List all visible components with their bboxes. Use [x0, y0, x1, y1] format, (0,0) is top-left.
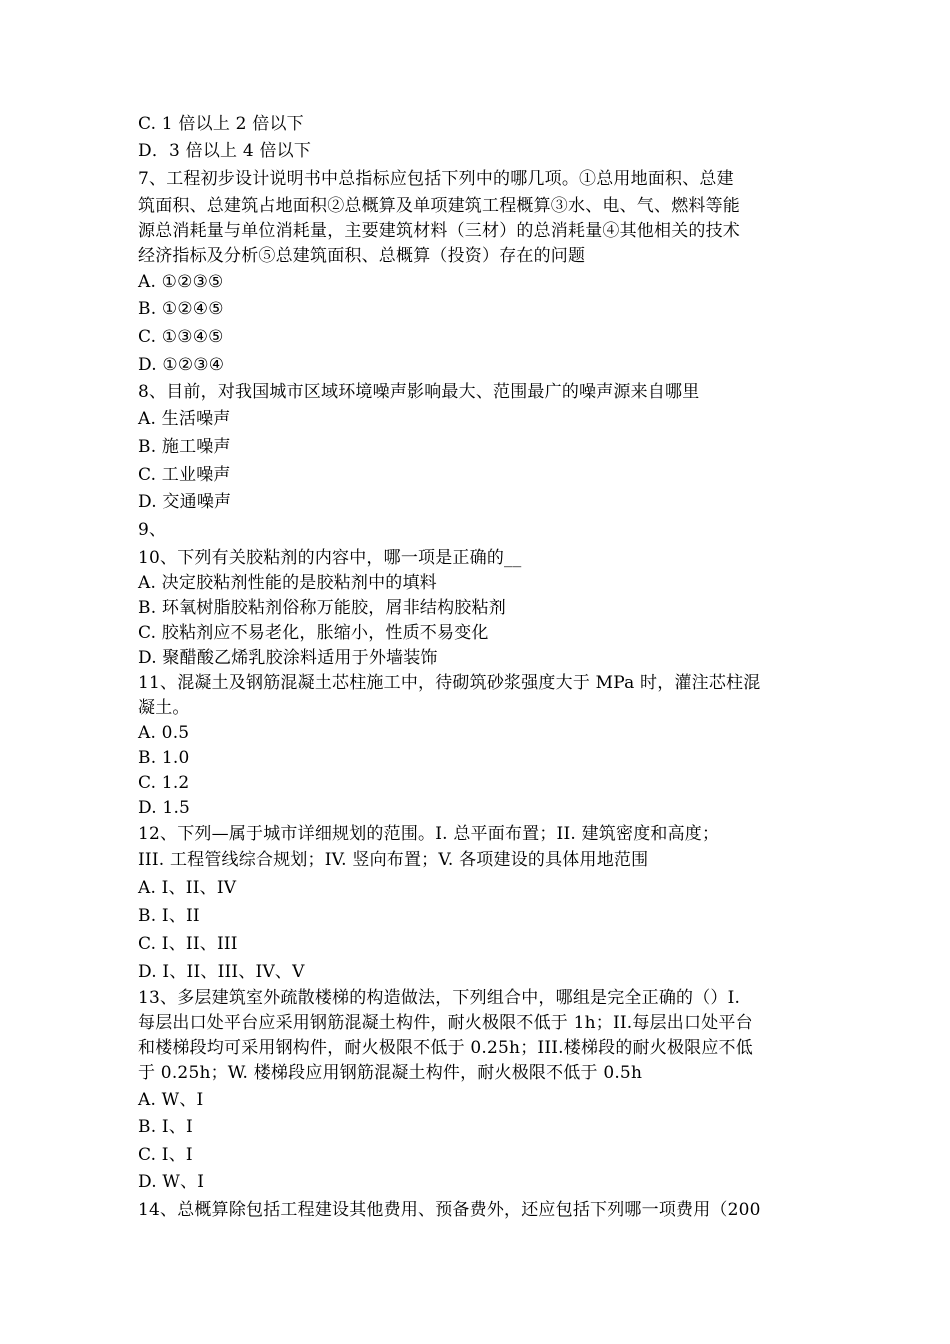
question-13-option-c: C. Ⅰ、Ⅰ	[138, 1145, 193, 1165]
question-12-option-d: D. I、II、III、IV、V	[138, 962, 305, 982]
question-7-option-b: B. ①②④⑤	[138, 299, 224, 319]
question-11-option-c: C. 1.2	[138, 773, 190, 793]
question-7-line-3: 源总消耗量与单位消耗量，主要建筑材料（三材）的总消耗量④其他相关的技术	[138, 221, 740, 241]
question-13-line-1: 13、多层建筑室外疏散楼梯的构造做法，下列组合中，哪组是完全正确的（）Ⅰ.	[138, 988, 741, 1008]
question-13-line-4: 于 0.25h；W. 楼梯段应用钢筋混凝土构件，耐火极限不低于 0.5h	[138, 1063, 643, 1083]
question-12-option-a: A. I、II、IV	[138, 878, 237, 898]
question-7-option-d: D. ①②③④	[138, 355, 225, 375]
question-7-option-c: C. ①③④⑤	[138, 327, 224, 347]
question-12-line-2: III. 工程管线综合规划；IV. 竖向布置；V. 各项建设的具体用地范围	[138, 850, 649, 870]
question-12-option-b: B. I、II	[138, 906, 200, 926]
question-7-option-a: A. ①②③⑤	[138, 272, 224, 292]
question-7-line-1: 7、工程初步设计说明书中总指标应包括下列中的哪几项。①总用地面积、总建	[138, 169, 734, 189]
question-7-line-2: 筑面积、总建筑占地面积②总概算及单项建筑工程概算③水、电、气、燃料等能	[138, 196, 740, 216]
question-11-line-1: 11、混凝土及钢筋混凝土芯柱施工中，待砌筑砂浆强度大于 MPa 时，灌注芯柱混	[138, 673, 761, 693]
question-8-option-b: B. 施工噪声	[138, 437, 231, 457]
question-14-line-1: 14、总概算除包括工程建设其他费用、预备费外，还应包括下列哪一项费用（200	[138, 1200, 761, 1220]
question-8: 8、目前，对我国城市区域环境噪声影响最大、范围最广的噪声源来自哪里	[138, 382, 700, 402]
question-12-line-1: 12、下列—属于城市详细规划的范围。I. 总平面布置；II. 建筑密度和高度；	[138, 824, 720, 844]
question-10-option-d: D. 聚醋酸乙烯乳胶涂料适用于外墙装饰	[138, 648, 438, 668]
question-10-option-b: B. 环氧树脂胶粘剂俗称万能胶，屑非结构胶粘剂	[138, 598, 506, 618]
question-11-option-a: A. 0.5	[138, 723, 190, 743]
question-12-option-c: C. I、II、III	[138, 934, 238, 954]
question-7-line-4: 经济指标及分析⑤总建筑面积、总概算（投资）存在的问题	[138, 246, 586, 266]
question-10-option-a: A. 决定胶粘剂性能的是胶粘剂中的填料	[138, 573, 437, 593]
question-11-option-d: D. 1.5	[138, 798, 191, 818]
question-13-line-3: 和楼梯段均可采用钢构件，耐火极限不低于 0.25h；III.楼梯段的耐火极限应不低	[138, 1038, 753, 1058]
question-13-line-2: 每层出口处平台应采用钢筋混凝土构件，耐火极限不低于 1h；II.每层出口处平台	[138, 1013, 753, 1033]
question-10-option-c: C. 胶粘剂应不易老化，胀缩小，性质不易变化	[138, 623, 489, 643]
question-11-option-b: B. 1.0	[138, 748, 190, 768]
question-13-option-a: A. W、I	[138, 1090, 204, 1110]
question-9: 9、	[138, 520, 167, 540]
option-c: C. 1 倍以上 2 倍以下	[138, 114, 304, 134]
question-13-option-d: D. W、Ⅰ	[138, 1172, 205, 1192]
question-8-option-d: D. 交通噪声	[138, 492, 232, 512]
option-d: D．3 倍以上 4 倍以下	[138, 141, 312, 161]
question-8-option-c: C. 工业噪声	[138, 465, 231, 485]
question-13-option-b: B. Ⅰ、Ⅰ	[138, 1117, 193, 1137]
question-8-option-a: A. 生活噪声	[138, 409, 231, 429]
question-10: 10、下列有关胶粘剂的内容中，哪一项是正确的__	[138, 548, 522, 568]
question-11-line-2: 凝土。	[138, 698, 190, 718]
